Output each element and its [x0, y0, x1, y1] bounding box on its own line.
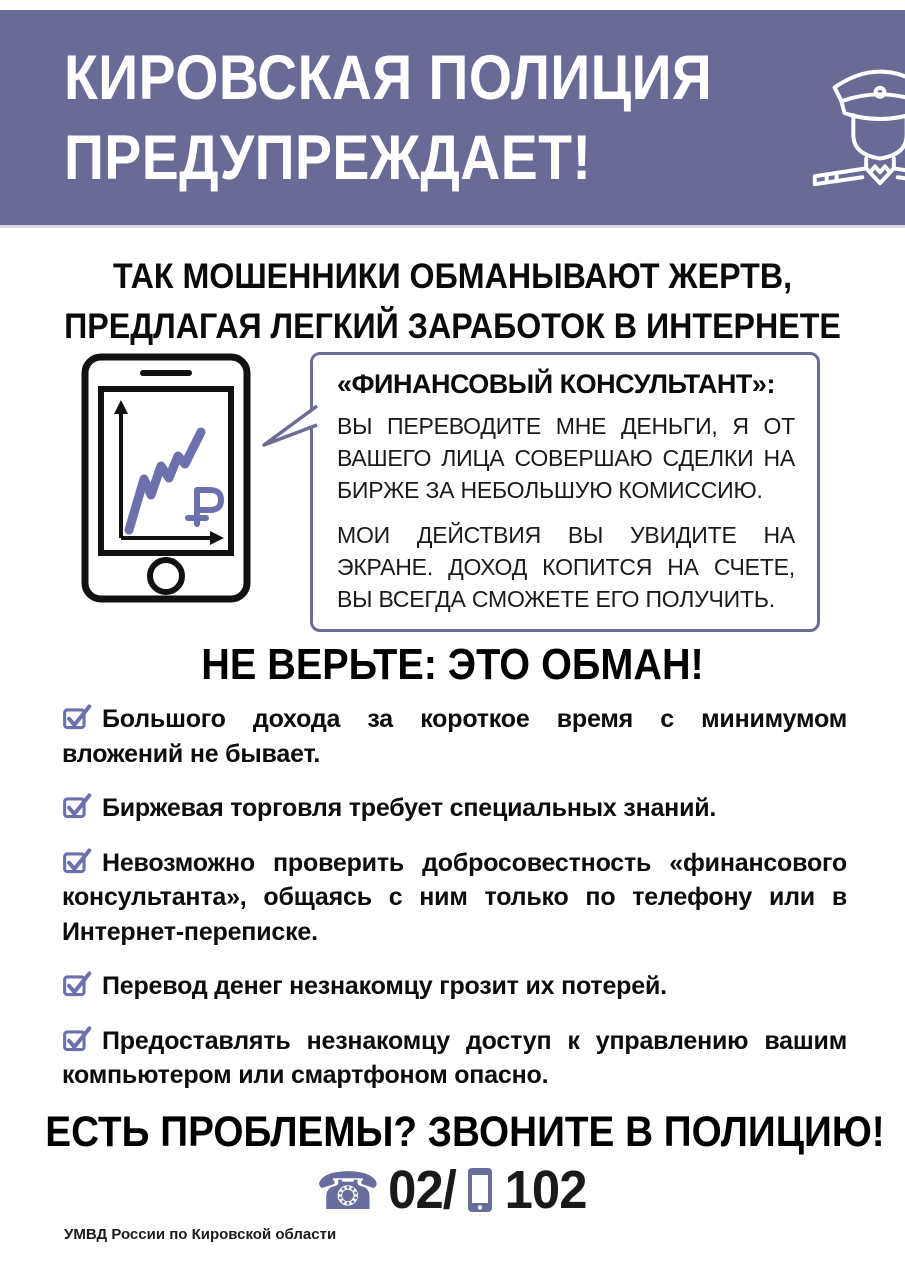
poster-title-line1: КИРОВСКАЯ ПОЛИЦИЯ [64, 42, 713, 113]
cta-heading: ЕСТЬ ПРОБЛЕМЫ? ЗВОНИТЕ В ПОЛИЦИЮ! [45, 1108, 885, 1156]
checklist-item-text: Предоставлять незнакомцу доступ к управлению вашим компьютером или смартфоном опасно. [62, 1026, 847, 1089]
checkbox-checked-icon [62, 970, 92, 998]
warning-checklist [62, 702, 847, 1113]
checkbox-checked-icon [62, 703, 92, 731]
poster-title-line2: ПРЕДУПРЕЖДАЕТ! [64, 122, 592, 193]
checkbox-checked-icon [62, 1025, 92, 1053]
cta-heading-wrap [0, 1108, 905, 1157]
checkbox-checked-icon [62, 792, 92, 820]
bubble-paragraph-2: МОИ ДЕЙСТВИЯ ВЫ УВИДИТЕ НА ЭКРАНЕ. ДОХОД КОПИТСЯ НА СЧЕТЕ, ВЫ ВСЕГДА СМОЖЕТЕ ЕГО ПОЛУЧИТЬ. [337, 521, 795, 612]
checklist-item [62, 969, 847, 1004]
warning-heading-wrap [0, 640, 905, 690]
checklist-item-text: Биржевая торговля требует специальных знаний. [102, 794, 717, 822]
scheme-heading-line1: ТАК МОШЕННИКИ ОБМАНЫВАЮТ ЖЕРТВ, [112, 257, 793, 296]
scheme-heading [0, 252, 905, 351]
scheme-heading-line2: ПРЕДЛАГАЯ ЛЕГКИЙ ЗАРАБОТОК В ИНТЕРНЕТЕ [64, 306, 841, 346]
warning-heading: НЕ ВЕРЬТЕ: ЭТО ОБМАН! [201, 640, 704, 689]
poster-title [64, 38, 712, 198]
checklist-item-text: Перевод денег незнакомцу грозит их потерей. [102, 972, 667, 1000]
smartphone-chart-icon [80, 352, 252, 604]
footer-attribution: УМВД России по Кировской области [64, 1226, 337, 1243]
speech-bubble-tail [261, 403, 319, 469]
mobile-phone-icon [466, 1166, 494, 1214]
police-officer-icon [801, 45, 905, 191]
checklist-item-text: Невозможно проверить добросовестность «финансового консультанта», общаясь с ним только по телефону или в Интернет-переписке. [62, 848, 847, 946]
checkbox-checked-icon [62, 847, 92, 875]
checklist-item-text: Большого дохода за короткое время с минимумом вложений не бывает. [62, 705, 847, 768]
checklist-item [62, 1024, 847, 1093]
bubble-heading: «ФИНАНСОВЫЙ КОНСУЛЬТАНТ»: [337, 369, 775, 399]
phone-numbers-row [0, 1158, 905, 1222]
header-band [0, 10, 905, 228]
checklist-item [62, 791, 847, 826]
phone-number-mobile: 102 [504, 1160, 587, 1220]
checklist-item [62, 846, 847, 950]
bubble-paragraph-1: ВЫ ПЕРЕВОДИТЕ МНЕ ДЕНЬГИ, Я ОТ ВАШЕГО ЛИЦА СОВЕРШАЮ СДЕЛКИ НА БИРЖЕ ЗА НЕБОЛЬШУЮ КОМИССИЮ. [337, 413, 795, 504]
phone-number-landline: 02/ [388, 1160, 457, 1220]
telephone-icon: ☎ [315, 1163, 381, 1221]
checklist-item [62, 702, 847, 771]
fraudster-speech-bubble [310, 352, 820, 632]
